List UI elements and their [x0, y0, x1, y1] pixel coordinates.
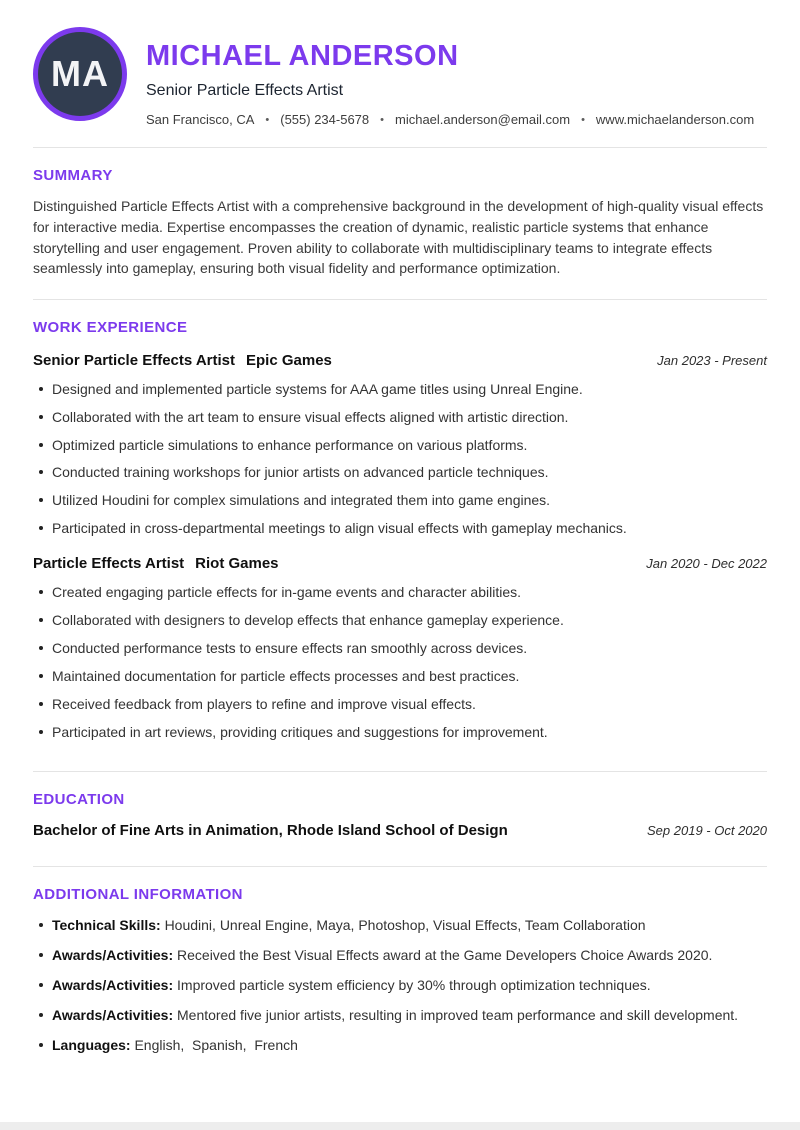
- resume-header: [0, 0, 800, 127]
- summary-section: [0, 167, 800, 278]
- work-experience-heading: WORK EXPERIENCE: [33, 318, 188, 336]
- job-entry: [33, 352, 767, 538]
- contact-row: [146, 112, 754, 127]
- avatar-initials: MA: [51, 53, 109, 94]
- job-company: Riot Games: [195, 555, 279, 573]
- header-text: [146, 27, 754, 127]
- info-item: [33, 946, 767, 965]
- page-bottom-strip: [0, 1122, 800, 1130]
- job-bullet: Collaborated with designers to develop effects that enhance gameplay experience.: [33, 611, 767, 630]
- job-dates: Jan 2020 - Dec 2022: [646, 556, 767, 572]
- job-bullet: Designed and implemented particle systems for AAA game titles using Unreal Engine.: [33, 380, 767, 399]
- contact-email[interactable]: michael.anderson@email.com: [395, 112, 571, 128]
- section-divider: [33, 866, 767, 867]
- job-title: Senior Particle Effects Artist: [33, 351, 236, 369]
- job-bullet: Conducted performance tests to ensure effects ran smoothly across devices.: [33, 639, 767, 658]
- job-entry-header: [33, 352, 767, 369]
- job-bullet: Created engaging particle effects for in-game events and character abilities.: [33, 583, 767, 602]
- job-dates: Jan 2023 - Present: [657, 352, 767, 368]
- job-entry: [33, 555, 767, 741]
- section-divider: [33, 147, 767, 148]
- job-bullet: Maintained documentation for particle effects processes and best practices.: [33, 667, 767, 686]
- info-item: [33, 1006, 767, 1025]
- section-divider: [33, 299, 767, 300]
- section-divider: [33, 771, 767, 772]
- job-entry-header: [33, 555, 767, 572]
- info-item-text: English, Spanish, French: [134, 1037, 298, 1053]
- info-item-label: Technical Skills:: [52, 917, 161, 934]
- job-company: Epic Games: [246, 351, 332, 369]
- additional-information-heading: ADDITIONAL INFORMATION: [33, 886, 243, 904]
- contact-website[interactable]: www.michaelanderson.com: [595, 112, 755, 128]
- info-item-text: Houdini, Unreal Engine, Maya, Photoshop, Visual Effects, Team Collaboration: [164, 917, 646, 934]
- info-item: [33, 1036, 767, 1055]
- job-title: Particle Effects Artist: [33, 555, 185, 573]
- job-bullet: Received feedback from players to refine and improve visual effects.: [33, 695, 767, 714]
- work-experience-section: [0, 319, 800, 742]
- education-entry: [33, 822, 767, 839]
- contact-separator: •: [265, 113, 270, 126]
- job-bullet: Collaborated with the art team to ensure visual effects aligned with artistic direction.: [33, 408, 767, 427]
- info-item-label: Awards/Activities:: [52, 947, 174, 964]
- contact-separator: •: [581, 113, 585, 126]
- job-bullet: Conducted training workshops for junior artists on advanced particle techniques.: [33, 463, 767, 482]
- job-bullet: Participated in art reviews, providing critiques and suggestions for improvement.: [33, 723, 767, 742]
- avatar: [33, 27, 127, 121]
- job-bullet: Optimized particle simulations to enhance performance on various platforms.: [33, 436, 767, 455]
- summary-text: Distinguished Particle Effects Artist with a comprehensive background in the development of high-quality visual effects for interactive media. Expertise encompasses the creation of dynamic, realistic particle systems that enhance storytelling and user engagement. Proven ability to collaborate with multidisciplinary teams to integrate effects seamlessly into gameplay, ensuring both visual fidelity and performance optimization.: [33, 198, 764, 277]
- contact-location: San Francisco, CA: [146, 112, 255, 128]
- job-title-line: [33, 555, 279, 572]
- candidate-name: MICHAEL ANDERSON: [146, 40, 459, 72]
- info-item-text: Mentored five junior artists, resulting in improved team performance and skill development.: [177, 1007, 739, 1024]
- info-item: [33, 976, 767, 995]
- job-bullet-list: [33, 380, 767, 538]
- job-title-line: [33, 352, 332, 369]
- education-degree: Bachelor of Fine Arts in Animation, Rhode Island School of Design: [33, 822, 508, 840]
- info-item-label: Awards/Activities:: [52, 1007, 174, 1024]
- info-item-label: Awards/Activities:: [52, 977, 174, 994]
- info-item-text: Received the Best Visual Effects award at the Game Developers Choice Awards 2020.: [177, 947, 713, 964]
- additional-information-section: [0, 886, 800, 1054]
- education-dates: Sep 2019 - Oct 2020: [647, 823, 767, 839]
- job-bullet-list: [33, 583, 767, 741]
- candidate-title: Senior Particle Effects Artist: [146, 82, 344, 100]
- info-item: [33, 916, 767, 935]
- summary-heading: SUMMARY: [33, 167, 113, 185]
- contact-separator: •: [380, 113, 384, 126]
- info-item-text: Improved particle system efficiency by 30% through optimization techniques.: [177, 977, 651, 994]
- additional-info-list: [33, 916, 767, 1054]
- contact-phone: (555) 234-5678: [280, 112, 370, 128]
- job-bullet: Utilized Houdini for complex simulations and integrated them into game engines.: [33, 491, 767, 510]
- education-section: [0, 791, 800, 839]
- info-item-label: Languages:: [52, 1037, 131, 1053]
- job-bullet: Participated in cross-departmental meetings to align visual effects with gameplay mechanics.: [33, 519, 767, 538]
- education-heading: EDUCATION: [33, 791, 125, 809]
